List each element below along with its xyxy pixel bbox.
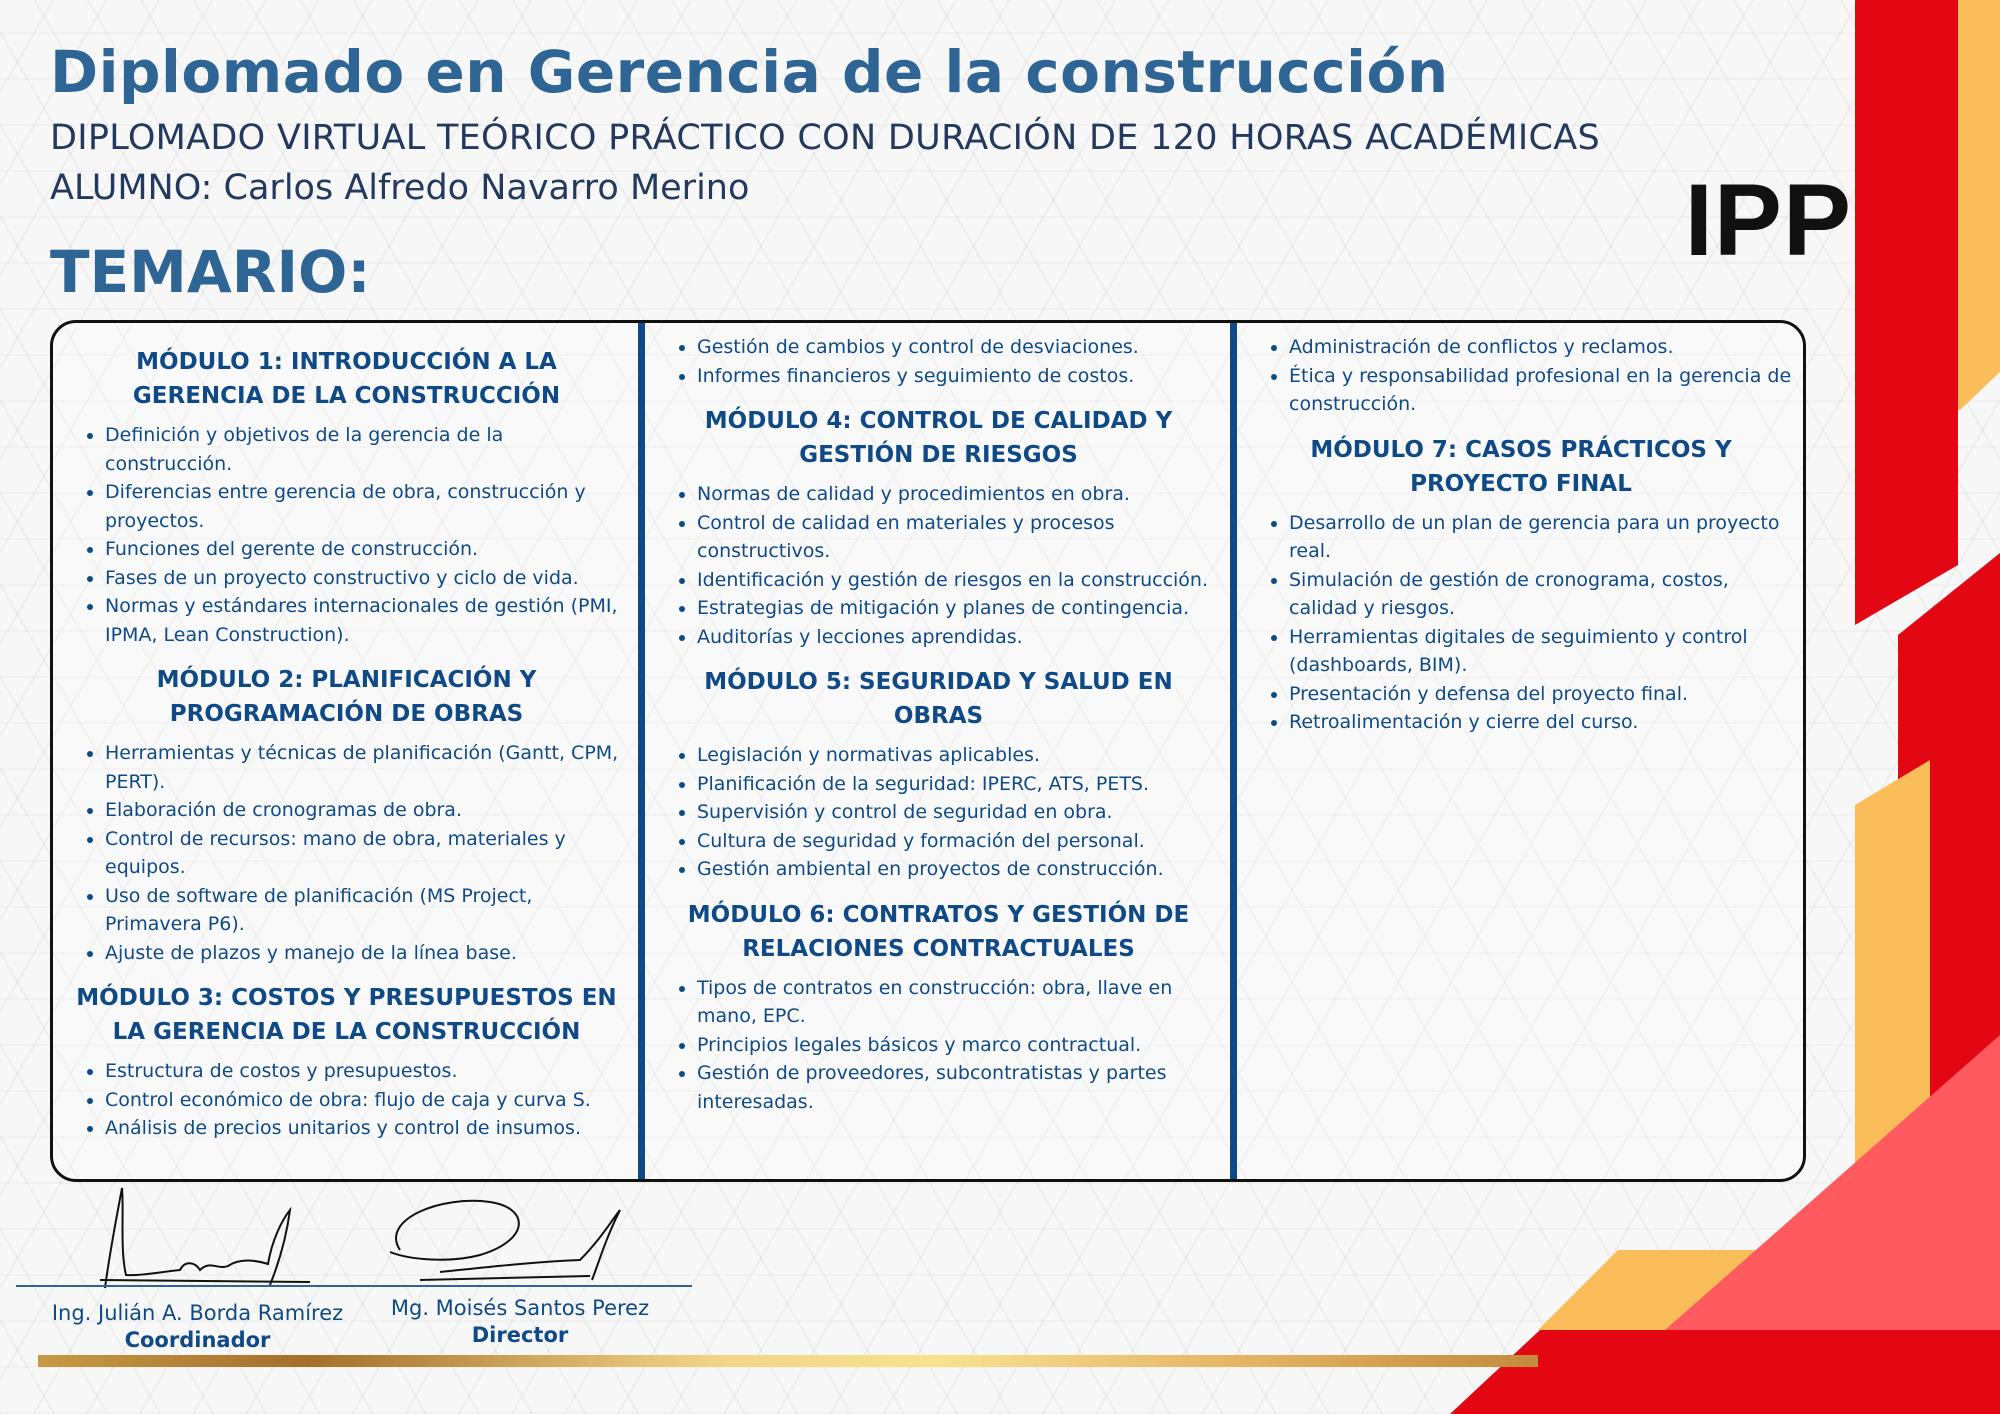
red-triangle-bottom (1450, 1330, 2000, 1414)
list-item: • Definición y objetivos de la gerencia de la construcción. (105, 421, 630, 478)
list-item: • Control de recursos: mano de obra, materiales y equipos. (105, 825, 630, 882)
module-title: MÓDULO 2: PLANIFICACIÓN Y PROGRAMACIÓN DE OBRAS (156, 667, 537, 727)
list-item: • Simulación de gestión de cronograma, costos, calidad y riesgos. (1289, 566, 1795, 623)
module-topic-list (63, 1057, 630, 1143)
list-item: • Retroalimentación y cierre del curso. (1289, 708, 1795, 737)
list-item: • Herramientas digitales de seguimiento y control (dashboards, BIM). (1289, 623, 1795, 680)
signature-line (16, 1285, 692, 1287)
module-topic-list (655, 974, 1222, 1117)
syllabus-table (50, 320, 1806, 1182)
list-item: • Análisis de precios unitarios y control de insumos. (105, 1114, 630, 1143)
section-title: TEMARIO: (50, 238, 371, 306)
module-title: MÓDULO 3: COSTOS Y PRESUPUESTOS EN LA GERENCIA DE LA CONSTRUCCIÓN (76, 985, 617, 1045)
list-item: • Planificación de la seguridad: IPERC, ATS, PETS. (697, 770, 1222, 799)
module-topic-list (1247, 333, 1795, 419)
coordinator-role: Coordinador (124, 1328, 271, 1352)
list-item: • Informes financieros y seguimiento de costos. (697, 362, 1222, 391)
list-item: • Fases de un proyecto constructivo y ciclo de vida. (105, 564, 630, 593)
list-item: • Herramientas y técnicas de planificación (Gantt, CPM, PERT). (105, 739, 630, 796)
signature-block-coordinator (40, 1300, 355, 1354)
list-item: • Ajuste de plazos y manejo de la línea base. (105, 939, 630, 968)
module-title: MÓDULO 5: SEGURIDAD Y SALUD EN OBRAS (704, 669, 1173, 729)
list-item: • Normas de calidad y procedimientos en obra. (697, 480, 1222, 509)
list-item: • Gestión ambiental en proyectos de construcción. (697, 855, 1222, 884)
list-item: • Legislación y normativas aplicables. (697, 741, 1222, 770)
syllabus-column-2 (645, 323, 1237, 1179)
list-item: • Normas y estándares internacionales de gestión (PMI, IPMA, Lean Construction). (105, 592, 630, 649)
orange-stripe-middle (1855, 760, 1930, 1414)
module-title: MÓDULO 1: INTRODUCCIÓN A LA GERENCIA DE LA CONSTRUCCIÓN (132, 349, 561, 409)
list-item: • Auditorías y lecciones aprendidas. (697, 623, 1222, 652)
module-topic-list (63, 421, 630, 649)
list-item: • Control de calidad en materiales y procesos constructivos. (697, 509, 1222, 566)
gold-divider-bar (38, 1355, 1538, 1367)
list-item: • Supervisión y control de seguridad en obra. (697, 798, 1222, 827)
list-item: • Diferencias entre gerencia de obra, construcción y proyectos. (105, 478, 630, 535)
signature-block-director (370, 1295, 670, 1349)
student-name: ALUMNO: Carlos Alfredo Navarro Merino (50, 168, 750, 208)
list-item: • Uso de software de planificación (MS Project, Primavera P6). (105, 882, 630, 939)
list-item: • Gestión de proveedores, subcontratistas y partes interesadas. (697, 1059, 1222, 1116)
module-topic-list (655, 741, 1222, 884)
list-item: • Gestión de cambios y control de desviaciones. (697, 333, 1222, 362)
orange-stripe-top (1930, 0, 2000, 410)
syllabus-column-1 (53, 323, 645, 1179)
list-item: • Presentación y defensa del proyecto final. (1289, 680, 1795, 709)
signature-director (390, 1201, 620, 1280)
list-item: • Principios legales básicos y marco contractual. (697, 1031, 1222, 1060)
coordinator-name: Ing. Julián A. Borda Ramírez (51, 1301, 344, 1325)
list-item: • Control económico de obra: flujo de caja y curva S. (105, 1086, 630, 1115)
course-subtitle: DIPLOMADO VIRTUAL TEÓRICO PRÁCTICO CON DURACIÓN DE 120 HORAS ACADÉMICAS (50, 118, 1601, 158)
module-title: MÓDULO 6: CONTRATOS Y GESTIÓN DE RELACIONES CONTRACTUALES (687, 901, 1190, 962)
list-item: • Cultura de seguridad y formación del personal. (697, 827, 1222, 856)
syllabus-column-3 (1237, 323, 1803, 1179)
signature-coordinator (100, 1188, 310, 1288)
red-stripe-middle (1898, 553, 2000, 1414)
list-item: • Desarrollo de un plan de gerencia para un proyecto real. (1289, 509, 1795, 566)
list-item: • Estrategias de mitigación y planes de contingencia. (697, 594, 1222, 623)
module-title: MÓDULO 7: CASOS PRÁCTICOS Y PROYECTO FINAL (1310, 436, 1732, 497)
list-item: • Elaboración de cronogramas de obra. (105, 796, 630, 825)
list-item: • Ética y responsabilidad profesional en la gerencia de construcción. (1289, 362, 1795, 419)
list-item: • Estructura de costos y presupuestos. (105, 1057, 630, 1086)
director-name: Mg. Moisés Santos Perez (390, 1296, 650, 1320)
page-title: Diplomado en Gerencia de la construcción (50, 38, 1449, 106)
list-item: • Tipos de contratos en construcción: obra, llave en mano, EPC. (697, 974, 1222, 1031)
module-topic-list (655, 480, 1222, 651)
list-item: • Administración de conflictos y reclamos. (1289, 333, 1795, 362)
director-role: Director (471, 1323, 569, 1347)
module-topic-list (1247, 509, 1795, 737)
module-title: MÓDULO 4: CONTROL DE CALIDAD Y GESTIÓN DE RIESGOS (704, 408, 1173, 468)
module-topic-list (655, 333, 1222, 390)
orange-triangle-bottom (1538, 1250, 2000, 1330)
brand-logo: IPP (1684, 163, 1852, 277)
list-item: • Funciones del gerente de construcción. (105, 535, 630, 564)
handwritten-signatures (60, 1180, 680, 1300)
red-stripe-top (1855, 0, 1958, 625)
module-topic-list (63, 739, 630, 967)
list-item: • Identificación y gestión de riesgos en la construcción. (697, 566, 1222, 595)
